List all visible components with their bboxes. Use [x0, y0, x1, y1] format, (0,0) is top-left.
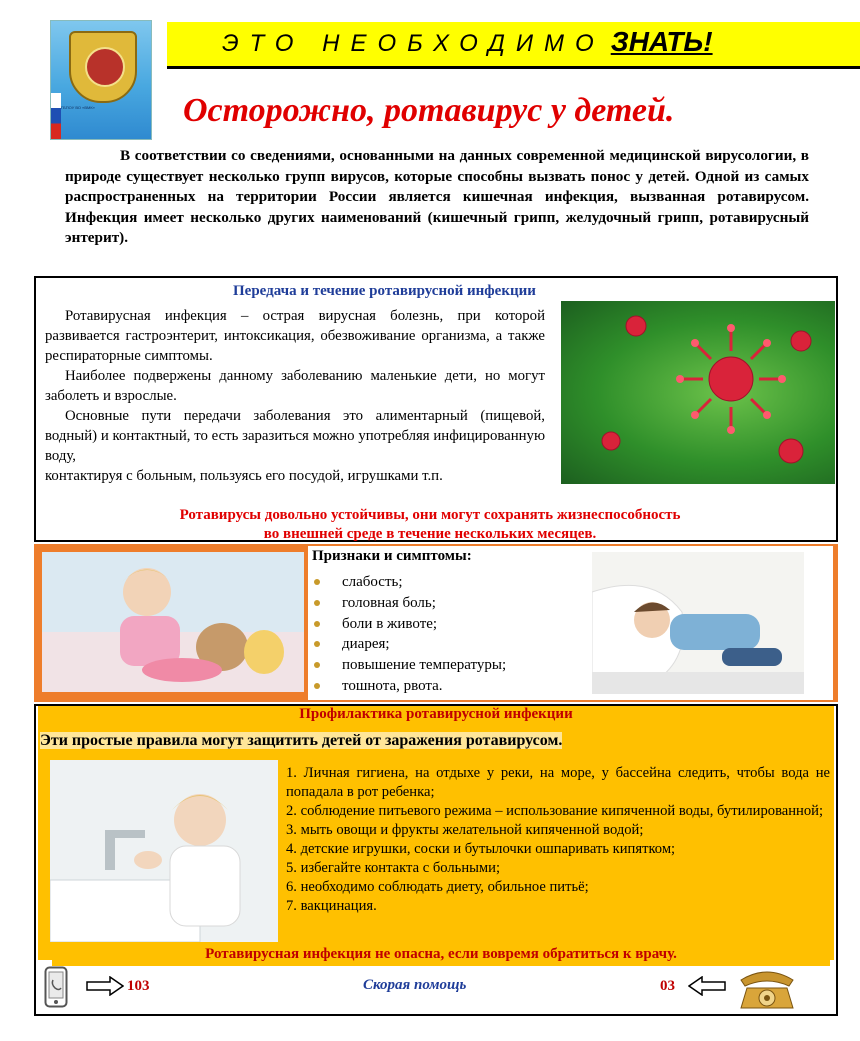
list-item: 1. Личная гигиена, на отдыхе у реки, на море, у бассейна следить, чтобы вода не попадала в рот ребенка; — [286, 765, 830, 800]
list-item: 4. детские игрушки, соски и бутылочки ошпаривать кипятком; — [286, 841, 676, 857]
list-item: 6. необходимо соблюдать диету, обильное питьё; — [286, 879, 589, 895]
hand-washing-photo — [50, 760, 278, 942]
list-item — [312, 614, 506, 635]
rotavirus-illustration — [561, 301, 835, 484]
symptom-text: диарея; — [342, 636, 390, 653]
bullet-icon — [314, 662, 320, 668]
bullet-icon — [314, 641, 320, 647]
symptoms-title: Признаки и симптомы: — [312, 548, 472, 564]
emblem-shield-icon — [69, 31, 137, 103]
prevention-subtitle-text: Эти простые правила могут защитить детей от заражения ротавирусом. — [40, 732, 563, 749]
prevention-title: Профилактика ротавирусной инфекции — [299, 706, 573, 722]
resting-child-photo — [592, 552, 804, 694]
mobile-emergency-number: 103 — [127, 978, 150, 994]
list-item: 2. соблюдение питьевого режима – использование кипяченной воды, бутилированной; — [286, 803, 824, 819]
list-item: 7. вакцинация. — [286, 898, 377, 914]
prevention-subtitle — [40, 732, 562, 750]
transmission-paragraph: Основные пути передачи заболевания это алиментарный (пищевой, водный) и контактный, то есть заразиться можно употребляя инфицированную воду, — [45, 408, 545, 464]
prevention-rules — [286, 764, 830, 916]
list-item: 5. избегайте контакта с больными; — [286, 860, 501, 876]
symptom-text: боли в животе; — [342, 615, 438, 632]
bullet-icon — [314, 579, 320, 585]
symptom-text: тошнота, рвота. — [342, 677, 443, 694]
transmission-paragraph: Ротавирусная инфекция – острая вирусная болезнь, при которой развивается гастроэнтерит, интоксикация, обезвоживание организма, а также респираторные симптомы. — [45, 308, 545, 364]
resistance-note-line: Ротавирусы довольно устойчивы, они могут сохранять жизнеспособность — [179, 507, 681, 523]
prevention-note: Ротавирусная инфекция не опасна, если вовремя обратиться к врачу. — [205, 946, 677, 962]
banner-heading — [222, 26, 713, 58]
college-emblem — [50, 20, 152, 140]
symptom-text: головная боль; — [342, 594, 436, 611]
emblem-lettering: ГБПОУ ВО «ВМК» — [61, 105, 95, 110]
banner-emphasis: ЗНАТЬ! — [610, 26, 713, 57]
bullet-icon — [314, 600, 320, 606]
list-item — [312, 572, 506, 593]
list-item — [312, 676, 506, 697]
ambulance-label: Скорая помощь — [363, 977, 467, 993]
flag-icon — [51, 93, 61, 139]
arrow-right-icon — [86, 976, 124, 1001]
list-item — [312, 655, 506, 676]
page-title: Осторожно, ротавирус у детей. — [183, 92, 675, 129]
symptoms-list — [312, 572, 506, 697]
intro-paragraph: В соответствии со сведениями, основанными на данных современной медицинской вирусологии, в природе существует несколько групп вирусов, которые способны вызвать понос у детей. Одной из самых распространенных на территории России является кишечная инфекция, вызванная ротавирусом. Инфекция имеет несколько других наименований (кишечный грипп, желудочный грипп, ротавирусный энтерит). — [65, 147, 809, 246]
bullet-icon — [314, 683, 320, 689]
sick-child-photo — [42, 552, 304, 692]
mobile-phone-icon — [44, 966, 68, 1008]
list-item — [312, 634, 506, 655]
landline-emergency-number: 03 — [660, 978, 675, 994]
transmission-paragraph: контактируя с больным, пользуясь его посудой, игрушками т.п. — [45, 468, 443, 484]
list-item — [312, 593, 506, 614]
transmission-text — [45, 306, 545, 486]
resistance-note — [60, 506, 800, 544]
symptom-text: повышение температуры; — [342, 657, 507, 674]
resistance-note-line: во внешней среде в течение нескольких месяцев. — [263, 526, 597, 542]
rotary-phone-icon — [737, 966, 797, 1010]
bullet-icon — [314, 621, 320, 627]
symptom-text: слабость; — [342, 574, 403, 590]
transmission-paragraph: Наиболее подвержены данному заболеванию маленькие дети, но могут заболеть и взрослые. — [45, 368, 545, 404]
transmission-title: Передача и течение ротавирусной инфекции — [233, 283, 536, 299]
banner-text: ЭТО НЕОБХОДИМО — [222, 30, 605, 57]
arrow-left-icon — [688, 976, 726, 1001]
list-item: 3. мыть овощи и фрукты желательной кипяченной водой; — [286, 822, 644, 838]
